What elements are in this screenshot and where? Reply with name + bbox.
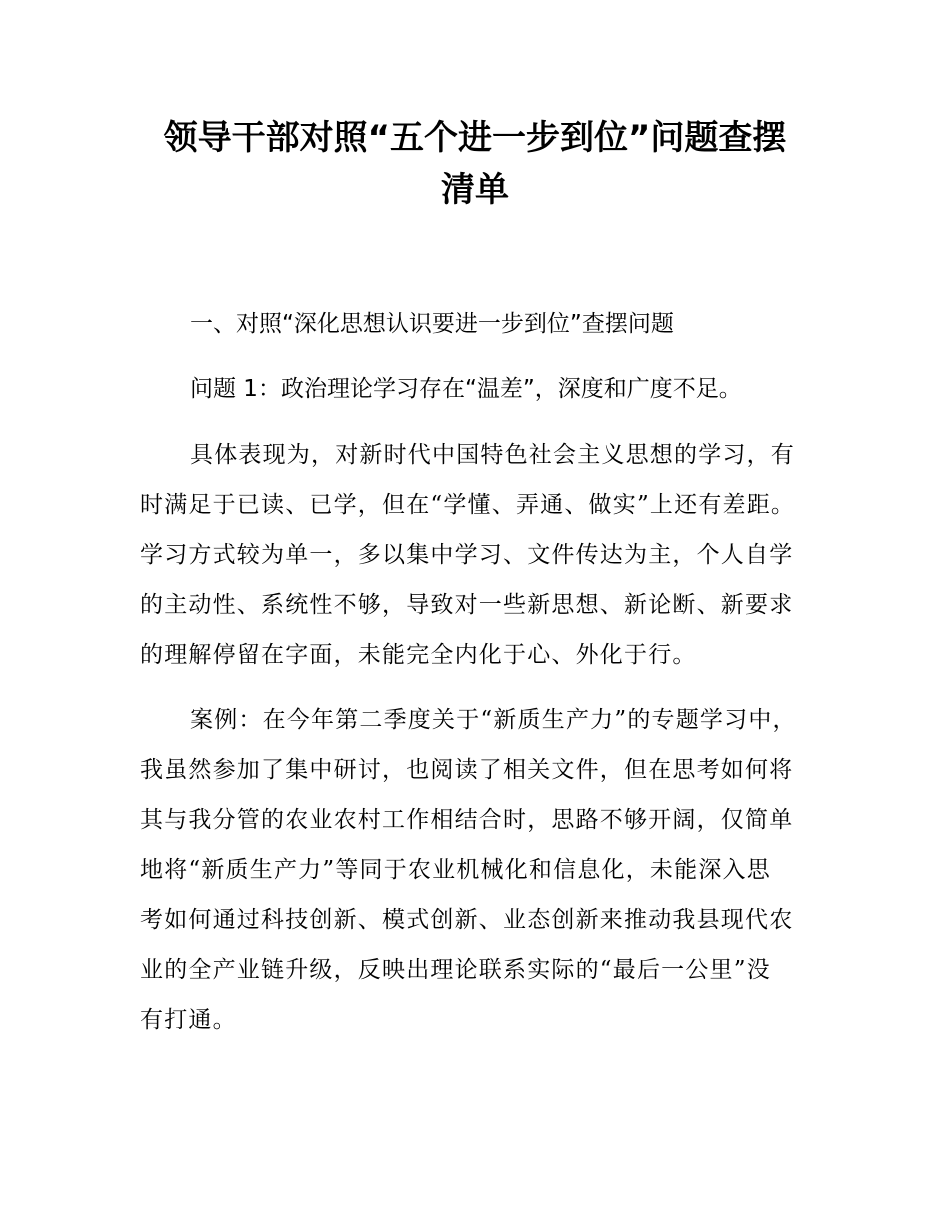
paragraph-line: 学习方式较为单一，多以集中学习、文件传达为主，个人自学 [140,542,794,568]
problem-heading: 问题 1：政治理论学习存在“温差”，深度和广度不足。 [190,376,742,402]
title-line-2: 清单 [441,170,509,210]
paragraph-line: 案例：在今年第二季度关于“新质生产力”的专题学习中， [190,707,797,733]
paragraph-line: 我虽然参加了集中研讨，也阅读了相关文件，但在思考如何将 [140,757,794,783]
paragraph-line: 的主动性、系统性不够，导致对一些新思想、新论断、新要求 [140,592,794,618]
paragraph-description [140,430,840,680]
paragraph-line: 考如何通过科技创新、模式创新、业态创新来推动我县现代农 [140,907,794,933]
section-heading: 一、对照“深化思想认识要进一步到位”查摆问题 [190,311,674,337]
title-line-1: 领导干部对照“五个进一步到位”问题查摆 [163,118,787,158]
paragraph-line: 具体表现为，对新时代中国特色社会主义思想的学习，有 [190,442,795,468]
paragraph-line: 时满足于已读、已学，但在“学懂、弄通、做实”上还有差距。 [140,492,796,518]
paragraph-line: 有打通。 [140,1007,237,1033]
paragraph-line: 业的全产业链升级，反映出理论联系实际的“最后一公里”没 [140,957,771,983]
paragraph-line: 的理解停留在字面，未能完全内化于心、外化于行。 [140,642,697,668]
paragraph-case [140,695,840,1045]
paragraph-line: 其与我分管的农业农村工作相结合时，思路不够开阔，仅简单 [140,807,794,833]
paragraph-line: 地将“新质生产力”等同于农业机械化和信息化，未能深入思 [140,857,771,883]
document-title [100,112,850,216]
